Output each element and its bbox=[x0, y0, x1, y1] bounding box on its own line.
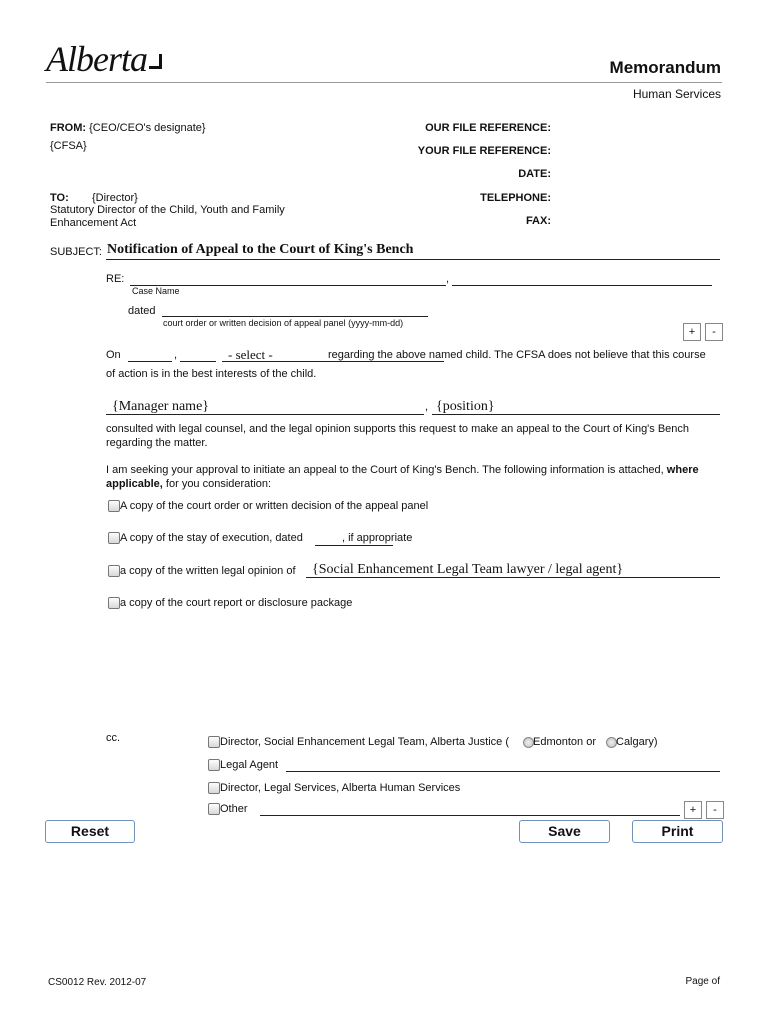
re-add-button[interactable]: + bbox=[683, 323, 701, 341]
reset-button[interactable]: Reset bbox=[45, 820, 135, 843]
to-title-line1: Statutory Director of the Child, Youth and Family bbox=[50, 204, 285, 216]
save-button[interactable]: Save bbox=[519, 820, 610, 843]
manager-comma: , bbox=[425, 401, 429, 413]
consulted-text-2: regarding the matter. bbox=[106, 437, 208, 449]
attachment-stay-label: A copy of the stay of execution, dated bbox=[120, 532, 303, 544]
to-value[interactable]: {Director} bbox=[92, 192, 138, 204]
attachment-legal-opinion-label: a copy of the written legal opinion of bbox=[120, 565, 296, 577]
manager-position-field[interactable]: {position} bbox=[436, 399, 495, 414]
telephone-label: TELEPHONE: bbox=[480, 192, 551, 204]
from-cfsa[interactable]: {CFSA} bbox=[50, 140, 87, 152]
approval-text-2-bold: applicable, bbox=[106, 478, 163, 490]
cc-legal-agent-checkbox[interactable] bbox=[208, 759, 220, 771]
approval-text-1 bbox=[106, 464, 699, 476]
fax-label: FAX: bbox=[525, 215, 551, 227]
cc-legal-team-checkbox[interactable] bbox=[208, 736, 220, 748]
attachment-court-order-label: A copy of the court order or written decision of the appeal panel bbox=[120, 500, 429, 512]
date-label: DATE: bbox=[518, 168, 551, 180]
subject-rule bbox=[106, 259, 720, 260]
dated-field[interactable] bbox=[162, 316, 428, 317]
stay-date-field[interactable] bbox=[315, 545, 393, 546]
from-label: FROM: bbox=[50, 122, 87, 134]
to-label: TO: bbox=[50, 192, 69, 204]
action-select[interactable]: - select - bbox=[228, 347, 273, 362]
cc-calgary-label: Calgary) bbox=[616, 736, 658, 748]
approval-text-1-bold: where bbox=[666, 464, 699, 476]
on-comma: , bbox=[174, 349, 178, 361]
cc-label: cc. bbox=[106, 732, 121, 744]
attachment-court-order-checkbox[interactable] bbox=[108, 500, 120, 512]
cc-edmonton-label: Edmonton or bbox=[533, 736, 596, 748]
cc-add-button[interactable]: + bbox=[684, 801, 702, 819]
approval-text-2-main: for you consideration: bbox=[165, 478, 272, 490]
attachment-legal-opinion-checkbox[interactable] bbox=[108, 565, 120, 577]
attachment-stay-checkbox[interactable] bbox=[108, 532, 120, 544]
attachment-court-report-checkbox[interactable] bbox=[108, 597, 120, 609]
subject-label: SUBJECT: bbox=[50, 246, 102, 258]
print-button[interactable]: Print bbox=[632, 820, 723, 843]
case-name-field-2[interactable] bbox=[452, 285, 712, 286]
attachment-court-report-label: a copy of the court report or disclosure package bbox=[120, 597, 353, 609]
our-file-reference-label: OUR FILE REFERENCE: bbox=[425, 122, 551, 134]
on-paragraph-text-2: of action is in the best interests of the child. bbox=[106, 368, 317, 380]
memo-title: Memorandum bbox=[609, 58, 721, 77]
alberta-logo-text: Alberta bbox=[46, 39, 147, 79]
attachment-stay-suffix: , if appropriate bbox=[342, 532, 413, 544]
header-rule bbox=[46, 82, 722, 83]
manager-name-field[interactable]: {Manager name} bbox=[112, 399, 210, 414]
cc-legal-services-label: Director, Legal Services, Alberta Human Services bbox=[220, 782, 461, 794]
page-number: Page of bbox=[685, 976, 720, 987]
dated-caption: court order or written decision of appeal panel (yyyy-mm-dd) bbox=[163, 318, 404, 328]
form-number: CS0012 Rev. 2012-07 bbox=[48, 977, 147, 988]
cc-other-checkbox[interactable] bbox=[208, 803, 220, 815]
from-value[interactable]: {CEO/CEO's designate} bbox=[89, 122, 206, 134]
case-name-caption: Case Name bbox=[132, 286, 180, 296]
approval-text-2 bbox=[106, 478, 271, 490]
approval-text-1-main: I am seeking your approval to initiate an appeal to the Court of King's Bench. The following information is attached, bbox=[106, 464, 664, 476]
cc-other-label: Other bbox=[220, 803, 248, 815]
ministry-name: Human Services bbox=[632, 87, 721, 101]
manager-name-rule bbox=[106, 414, 424, 415]
action-select-rule bbox=[222, 361, 444, 362]
consulted-text-1: consulted with legal counsel, and the legal opinion supports this request to make an appeal to the Court of King's Bench bbox=[106, 423, 690, 435]
legal-opinion-field[interactable]: {Social Enhancement Legal Team lawyer / legal agent} bbox=[312, 562, 624, 577]
your-file-reference-label: YOUR FILE REFERENCE: bbox=[417, 145, 551, 157]
cc-legal-team-label: Director, Social Enhancement Legal Team, Alberta Justice ( bbox=[220, 736, 510, 748]
cc-legal-agent-field[interactable] bbox=[286, 771, 720, 772]
alberta-logo-mark bbox=[149, 54, 162, 69]
alberta-logo bbox=[46, 38, 162, 80]
re-remove-button[interactable]: - bbox=[705, 323, 723, 341]
cc-legal-agent-label: Legal Agent bbox=[220, 759, 279, 771]
re-label: RE: bbox=[106, 273, 125, 285]
from-row bbox=[50, 122, 206, 134]
to-title-line2: Enhancement Act bbox=[50, 217, 137, 229]
cc-legal-services-checkbox[interactable] bbox=[208, 782, 220, 794]
re-comma: , bbox=[446, 273, 450, 285]
on-label: On bbox=[106, 349, 121, 361]
cc-remove-button[interactable]: - bbox=[706, 801, 724, 819]
dated-label: dated bbox=[128, 305, 156, 317]
cc-other-field[interactable] bbox=[260, 815, 680, 816]
on-date-field-2[interactable] bbox=[180, 361, 216, 362]
subject-value[interactable]: Notification of Appeal to the Court of King's Bench bbox=[107, 242, 414, 257]
legal-opinion-rule bbox=[306, 577, 720, 578]
manager-position-rule bbox=[432, 414, 720, 415]
on-paragraph-text-1: regarding the above named child. The CFSA does not believe that this course bbox=[328, 349, 706, 361]
on-date-field[interactable] bbox=[128, 361, 172, 362]
